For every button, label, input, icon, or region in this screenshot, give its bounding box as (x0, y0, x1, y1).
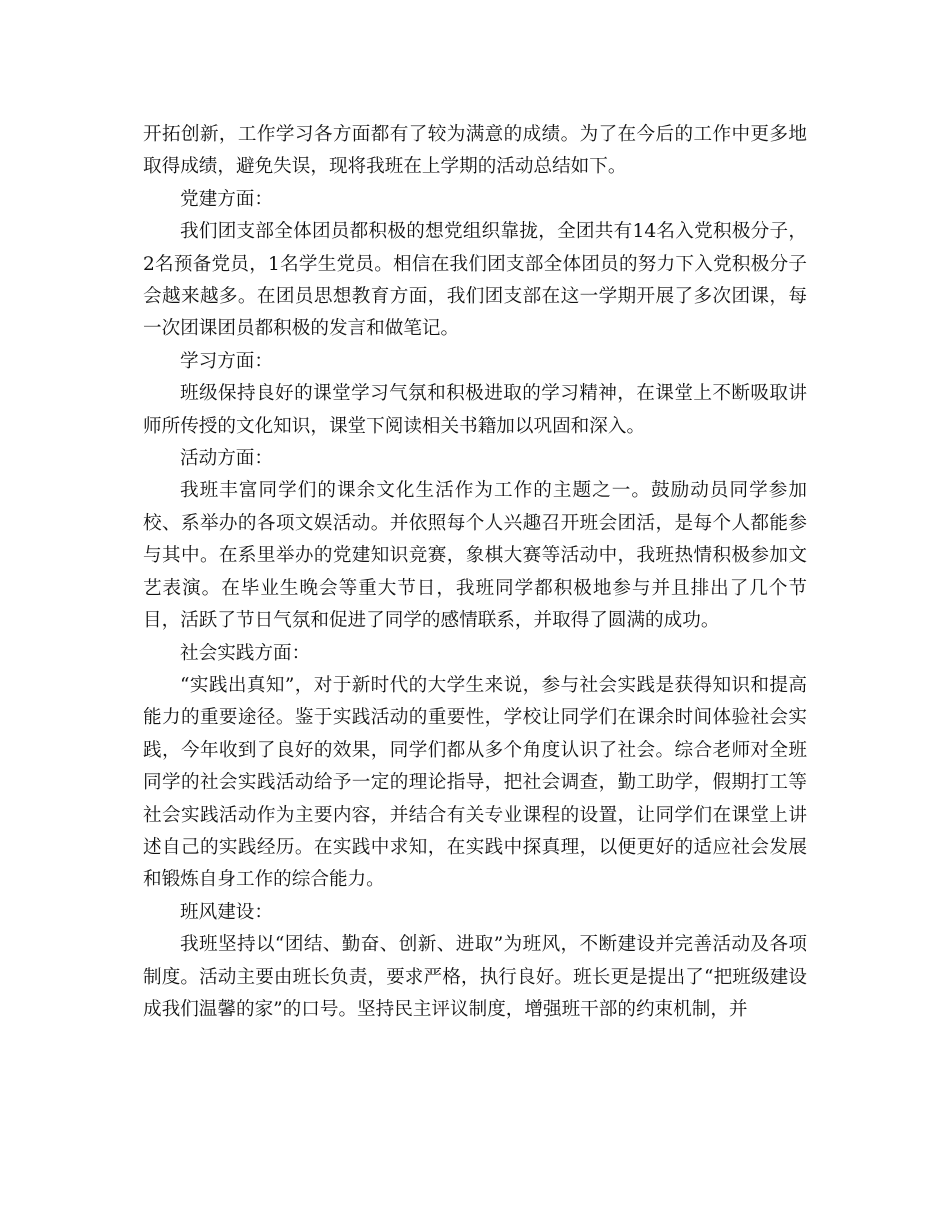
study-paragraph: 班级保持良好的课堂学习气氛和积极进取的学习精神，在课堂上不断吸取讲师所传授的文化知识，课堂下阅读相关书籍加以巩固和深入。 (143, 383, 807, 437)
section-heading-study: 学习方面： (180, 350, 273, 372)
section-heading-party: 党建方面： (180, 188, 273, 210)
intro-paragraph: 开拓创新，工作学习各方面都有了较为满意的成绩。为了在今后的工作中更多地取得成绩，避免失误，现将我班在上学期的活动总结如下。 (143, 124, 807, 178)
class-style-paragraph: 我班坚持以“团结、勤奋、创新、进取”为班风，不断建设并完善活动及各项制度。活动主要由班长负责，要求严格，执行良好。班长更是提出了“把班级建设成我们温馨的家”的口号。坚持民主评议制度，增强班干部的约束机制，并 (143, 934, 807, 1020)
section-heading-class-style: 班风建设： (180, 901, 273, 923)
document-body (143, 119, 807, 1026)
practice-paragraph: “实践出真知”，对于新时代的大学生来说，参与社会实践是获得知识和提高能力的重要途径。鉴于实践活动的重要性，学校让同学们在课余时间体验社会实践，今年收到了良好的效果，同学们都从多个角度认识了社会。综合老师对全班同学的社会实践活动给予一定的理论指导，把社会调查，勤工助学，假期打工等社会实践活动作为主要内容，并结合有关专业课程的设置，让同学们在课堂上讲述自己的实践经历。在实践中求知，在实践中探真理，以便更好的适应社会发展和锻炼自身工作的综合能力。 (143, 674, 807, 891)
section-heading-practice: 社会实践方面： (180, 642, 311, 664)
section-heading-activity: 活动方面： (180, 448, 273, 470)
activity-paragraph: 我班丰富同学们的课余文化生活作为工作的主题之一。鼓励动员同学参加校、系举办的各项文娱活动。并依照每个人兴趣召开班会团活，是每个人都能参与其中。在系里举办的党建知识竞赛，象棋大赛等活动中，我班热情积极参加文艺表演。在毕业生晚会等重大节日，我班同学都积极地参与并且排出了几个节目，活跃了节日气氛和促进了同学的感情联系，并取得了圆满的成功。 (143, 480, 807, 632)
party-paragraph: 我们团支部全体团员都积极的想党组织靠拢，全团共有14名入党积极分子，2名预备党员，1名学生党员。相信在我们团支部全体团员的努力下入党积极分子会越来越多。在团员思想教育方面，我们团支部在这一学期开展了多次团课，每一次团课团员都积极的发言和做笔记。 (143, 221, 807, 340)
